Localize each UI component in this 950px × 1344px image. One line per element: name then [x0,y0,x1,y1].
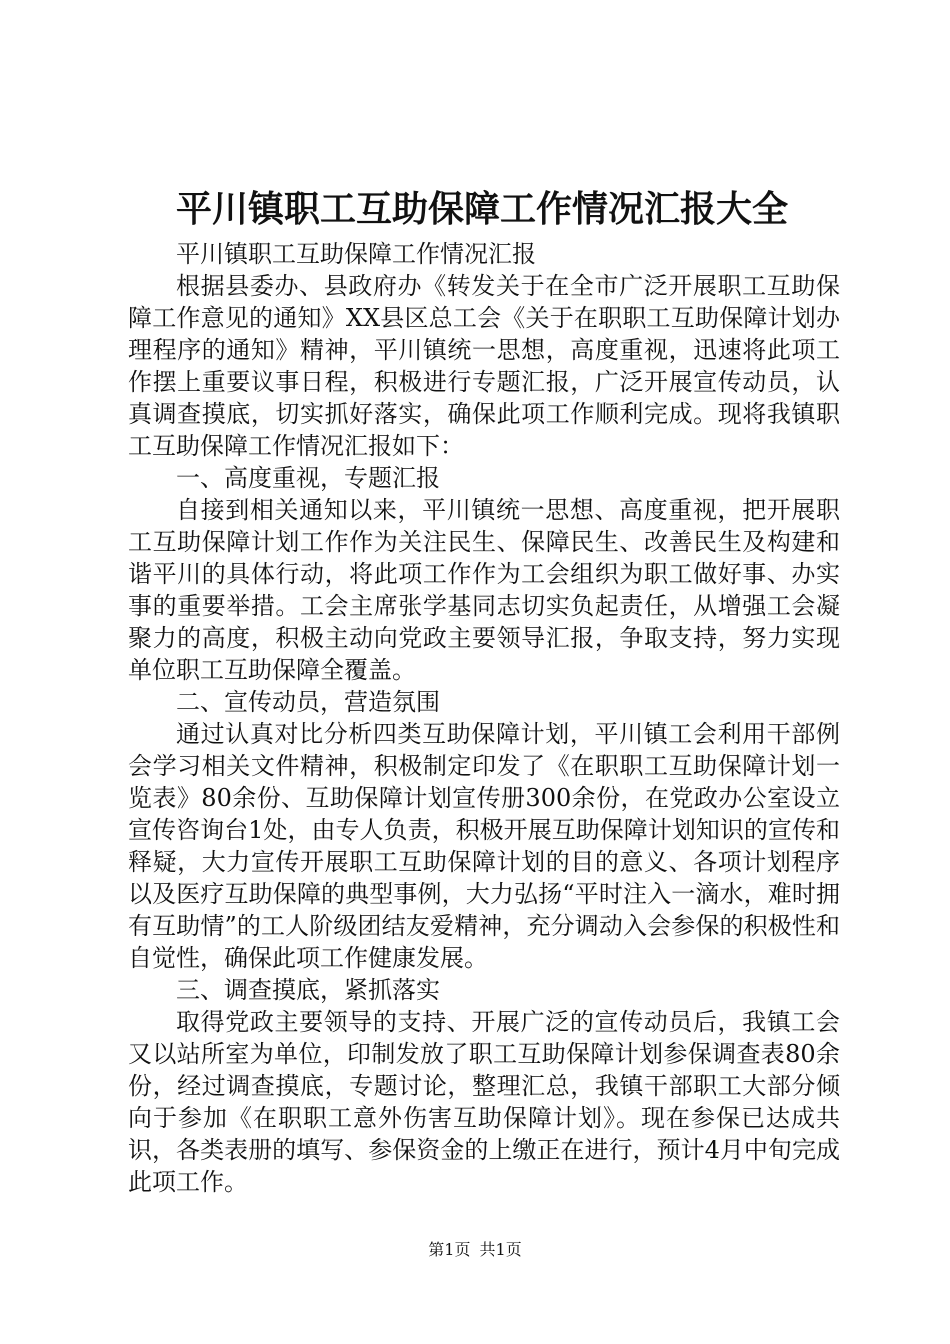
document-subtitle: 平川镇职工互助保障工作情况汇报 [176,240,536,268]
page-total: 共1页 [479,1240,522,1259]
page-footer [0,1240,950,1260]
section-2-body: 通过认真对比分析四类互助保障计划，平川镇工会利用干部例会学习相关文件精神，积极制定印发了《在职职工互助保障计划一览表》80余份、互助保障计划宣传册300余份，在党政办公室设立宣传咨询台1处，由专人负责，积极开展互助保障计划知识的宣传和释疑，大力宣传开展职工互助保障计划的目的意义、各项计划程序以及医疗互助保障的典型事例，大力弘扬“平时注入一滴水，难时拥有互助情”的工人阶级团结友爱精神，充分调动入会参保的积极性和自觉性，确保此项工作健康发展。 [128,720,840,972]
section-3-body: 取得党政主要领导的支持、开展广泛的宣传动员后，我镇工会又以站所室为单位，印制发放了职工互助保障计划参保调查表80余份，经过调查摸底，专题讨论，整理汇总，我镇干部职工大部分倾向于参加《在职职工意外伤害互助保障计划》。现在参保已达成共识，各类表册的填写、参保资金的上缴正在进行，预计4月中旬完成此项工作。 [128,1008,840,1196]
intro-paragraph: 根据县委办、县政府办《转发关于在全市广泛开展职工互助保障工作意见的通知》XX县区总工会《关于在职职工互助保障计划办理程序的通知》精神，平川镇统一思想，高度重视，迅速将此项工作摆上重要议事日程，积极进行专题汇报，广泛开展宣传动员，认真调查摸底，切实抓好落实，确保此项工作顺利完成。现将我镇职工互助保障工作情况汇报如下： [128,272,840,460]
section-2-heading: 二、宣传动员，营造氛围 [176,688,440,716]
document-page [128,180,840,1198]
document-title: 平川镇职工互助保障工作情况汇报大全 [175,188,788,230]
section-1-body: 自接到相关通知以来，平川镇统一思想、高度重视，把开展职工互助保障计划工作作为关注民生、保障民生、改善民生及构建和谐平川的具体行动，将此项工作作为工会组织为职工做好事、办实事的重要举措。工会主席张学基同志切实负起责任，从增强工会凝聚力的高度，积极主动向党政主要领导汇报，争取支持，努力实现单位职工互助保障全覆盖。 [128,496,840,684]
section-3-heading: 三、调查摸底，紧抓落实 [176,976,440,1004]
page-number: 第1页 [428,1240,471,1259]
section-1-heading: 一、高度重视，专题汇报 [176,464,440,492]
